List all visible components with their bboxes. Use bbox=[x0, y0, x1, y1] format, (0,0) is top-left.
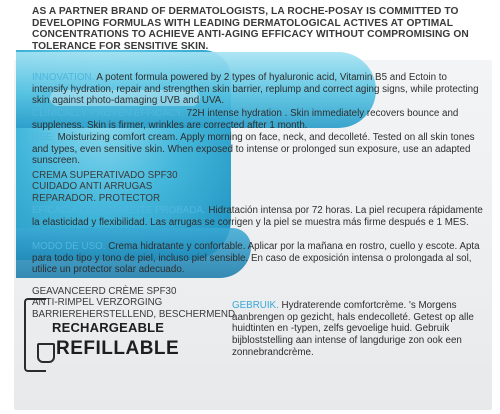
es-use-text: Crema hidratante y confortable. Aplicar por la mañana en rostro, cuello y escote. Apta para todo tipo y tono de piel, incluso piel sensible. En caso de exposición intensa o prolongada al sol, utilice un protector solar adecuado. bbox=[32, 241, 480, 276]
use-text: Moisturizing comfort cream. Apply morning on face, neck, and decolleté. Tested on all skin tones and types, even sensitive skin. When exposed to intense or prolonged sun exposure, use an adapted sunscreen. bbox=[32, 132, 475, 167]
efficacy-paragraph bbox=[32, 108, 484, 131]
es-efficacy-label: EFICACIA CLÍNICAMENTE PROBADA. bbox=[32, 205, 206, 216]
es-use-label: MODO DE USO. bbox=[32, 241, 106, 252]
brand-intro: AS A PARTNER BRAND OF DERMATOLOGISTS, LA ROCHE-POSAY IS COMMITTED TO DEVELOPING FORMULAS WITH LEADING DERMATOLOGICAL ACTIVES AT OPTIMAL CONCENTRATIONS TO ACHIEVE ANTI-AGING EFFICACY WITHOUT COMPROMISING ON TOLERANCE FOR SENSITIVE SKIN. bbox=[32, 6, 469, 52]
innovation-label: INNOVATION. bbox=[32, 72, 95, 83]
es-line-2: CUIDADO ANTI ARRUGAS bbox=[32, 181, 153, 193]
efficacy-text: 72H intense hydration . Skin immediately recovers bounce and suppleness. Skin is firmer, wrinkles are corrected after 1 month. bbox=[32, 108, 459, 131]
refill-pod-icon bbox=[37, 343, 55, 363]
es-efficacy-paragraph bbox=[32, 205, 484, 228]
efficacy-label: CLINICALLY PROVEN EFFICACY. bbox=[32, 108, 184, 119]
es-line-3: REPARADOR. PROTECTOR bbox=[32, 192, 161, 204]
nl-line-1: GEAVANCEERD CRÈME SPF30 bbox=[32, 286, 177, 297]
refillable-label: REFILLABLE bbox=[56, 338, 180, 359]
use-paragraph bbox=[32, 132, 484, 167]
es-use-paragraph bbox=[32, 241, 484, 276]
es-line-1: CREMA SUPERATIVADO SPF30 bbox=[32, 170, 178, 181]
innovation-text: A potent formula powered by 2 types of hyaluronic acid, Vitamin B5 and Ectoin to intensify hydration, repair and strengthen skin barrier, replump and correct aging signs, while protecting skin against photo-damaging UVB and UVA. bbox=[32, 72, 479, 107]
innovation-paragraph bbox=[32, 72, 484, 107]
nl-line-3: BARRIEREHERSTELLEND, BESCHERMEND bbox=[32, 308, 236, 320]
nl-use-paragraph bbox=[232, 300, 480, 359]
nl-line-2: ANTI-RIMPEL VERZORGING bbox=[32, 297, 163, 309]
nl-use-label: GEBRUIK. bbox=[232, 300, 279, 311]
rechargeable-label: RECHARGEABLE bbox=[52, 320, 165, 335]
use-label: USE. bbox=[32, 132, 55, 143]
es-product-name bbox=[32, 170, 484, 204]
nl-use-text: Hydraterende comfortcrème. 's Morgens aanbrengen op gezicht, hals endecolleté. Getest op alle huidtinten en -typen, zelfs gevoelige huid. Gebruik bijbloststelling aan intense of langdurige zon ook een zonnebrandcrème. bbox=[232, 300, 474, 358]
es-efficacy-text: Hidratación intensa por 72 horas. La piel recupera rápidamente la elasticidad y flexibilidad. Las arrugas se corrigen y la piel se muestra más firme después e 1 MES. bbox=[32, 205, 483, 228]
